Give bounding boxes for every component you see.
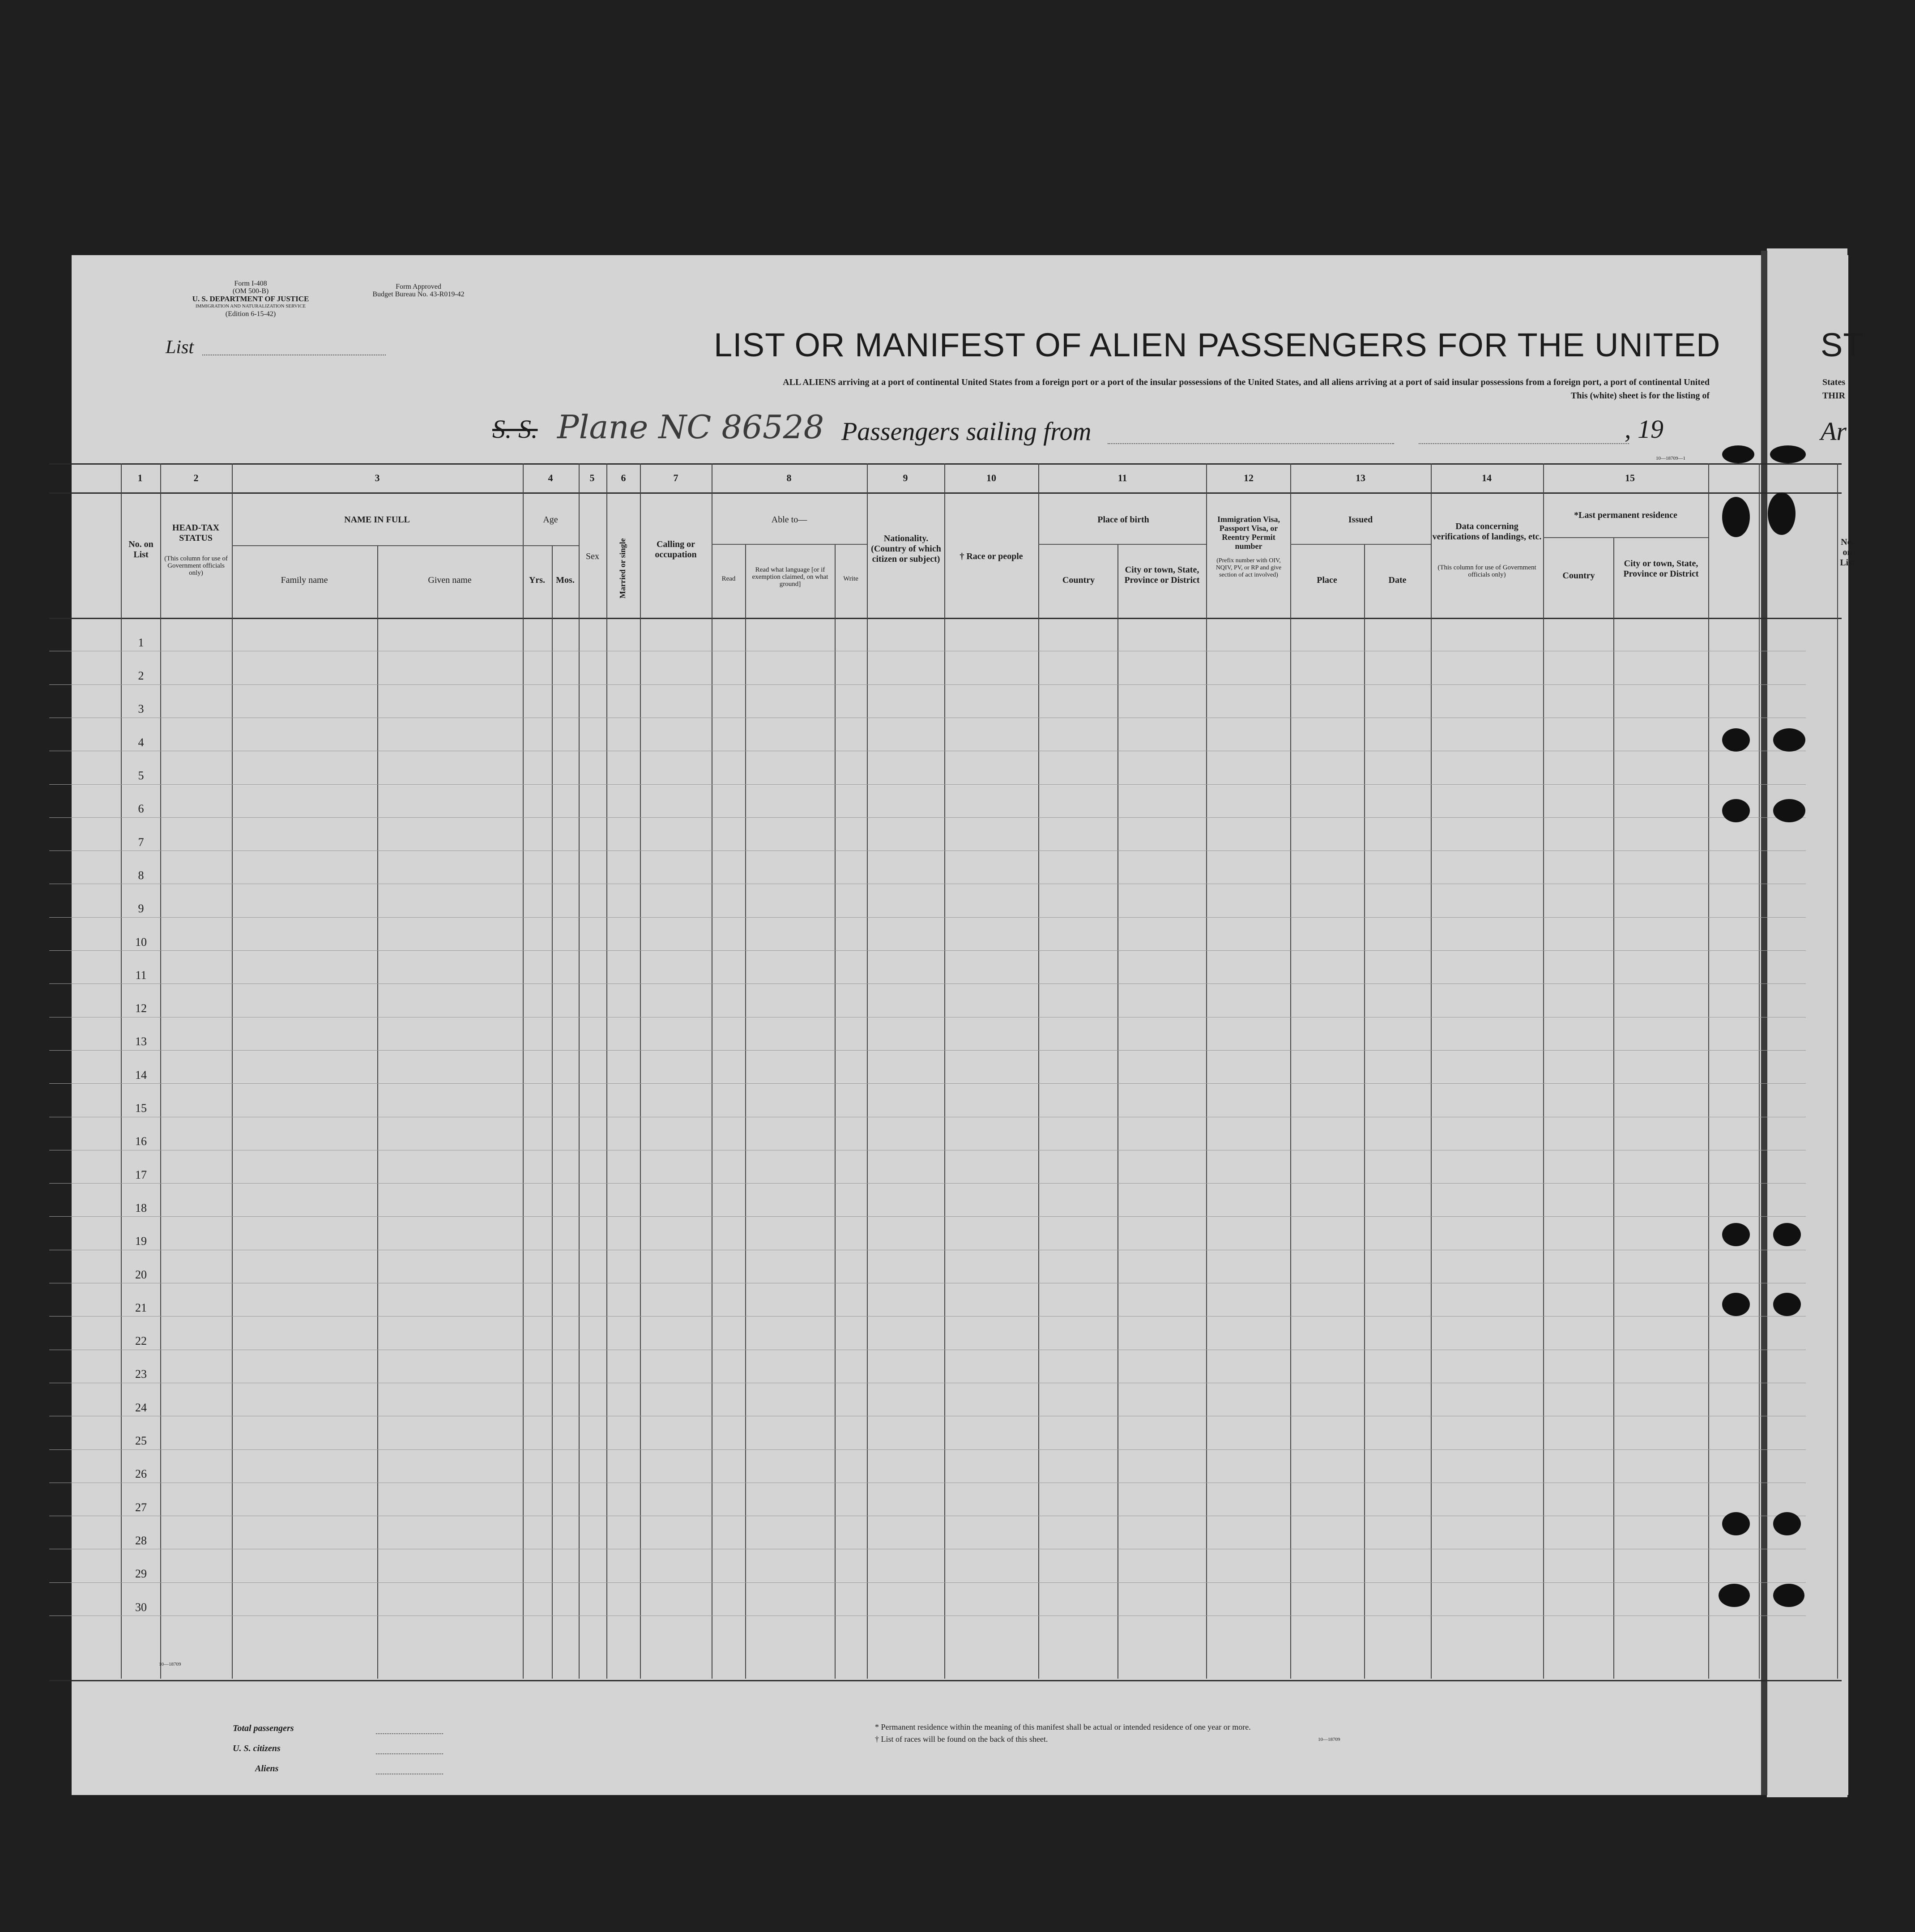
header-given-name: Given name [428,575,472,585]
us-citizens-label: U. S. citizens [233,1744,281,1753]
col-line [1290,463,1291,1679]
row-number: 2 [138,669,144,682]
row-number: 21 [135,1301,147,1314]
punch-hole [1722,799,1750,822]
col-line [232,463,233,1679]
subheader-rule [712,544,867,545]
footnote-residence: * Permanent residence within the meaning of this manifest shall be actual or intended residence of one year or more. [875,1723,1251,1731]
row-number: 24 [135,1401,147,1414]
col-number-3: 3 [375,472,380,483]
form-number: Form I-408 [234,280,267,287]
punch-hole [1722,497,1750,537]
instructions-cut-1: States [1822,377,1846,387]
row-rule [49,1449,1806,1450]
header-family-name: Family name [281,575,328,585]
subheader-rule [523,545,579,546]
row-rule [49,917,1806,918]
col-line [1206,463,1207,1679]
col-number-7: 7 [673,472,678,483]
header-residence-country: Country [1562,571,1595,581]
manifest-table [49,463,1842,1681]
header-birth-country: Country [1062,575,1095,585]
punch-hole [1773,1512,1801,1535]
header-visa: Immigration Visa, Passport Visa, or Reentry Permit number [1217,515,1280,551]
row-rule [49,684,1806,685]
col-number-4: 4 [548,472,553,483]
header-visa-note: (Prefix number with OIV, NQIV, PV, or RP and give section of act involved) [1216,557,1282,578]
col-line [579,463,580,1679]
aliens-label: Aliens [255,1764,279,1774]
row-number: 29 [135,1567,147,1580]
col-number-5: 5 [589,472,595,483]
row-number: 23 [135,1368,147,1381]
punch-hole [1773,799,1805,822]
col-number-12: 12 [1244,472,1254,483]
punch-hole [1722,1293,1750,1316]
row-number: 27 [135,1501,147,1514]
header-head-tax: HEAD-TAX STATUS [172,523,220,543]
row-rule [49,817,1806,818]
year-prefix: , 19 [1625,415,1663,444]
col-number-13: 13 [1356,472,1365,483]
col-line [1708,463,1709,1679]
total-passengers-label: Total passengers [233,1723,294,1733]
col-line [640,463,641,1679]
row-number: 26 [135,1467,147,1480]
row-number: 9 [138,902,144,915]
print-code-right: 10—18709—1 [1656,456,1685,461]
header-issued-date: Date [1388,575,1407,585]
col-line [1431,463,1432,1679]
print-code-left: 10—18709 [159,1662,181,1667]
row-rule [49,983,1806,984]
col-line [121,463,122,1679]
row-rule [49,1050,1806,1051]
header-no-on-list: No. on List [128,539,154,560]
punch-hole [1773,1223,1801,1246]
row-number: 7 [138,836,144,849]
total-passengers-field[interactable] [376,1733,443,1734]
footnote-races: † List of races will be found on the back of this sheet. [875,1735,1048,1744]
instructions-line-2: This (white) sheet is for the listing of [1570,391,1710,401]
row-number: 11 [135,969,147,982]
subheader-rule [1290,544,1431,545]
header-head-tax-note: (This column for use of Government officials only) [164,555,228,577]
header-bottom-rule [49,618,1842,619]
row-number: 20 [135,1268,147,1281]
om-number: (OM 500-B) [232,287,269,295]
row-rule [49,1183,1806,1184]
row-number: 30 [135,1601,147,1614]
header-issued: Issued [1348,515,1373,525]
col-number-14: 14 [1482,472,1492,483]
col-line [523,463,524,1679]
arriving-cut: Ar [1821,417,1847,446]
sailing-from-label: Passengers sailing from [841,417,1092,446]
punch-hole [1768,492,1796,535]
row-number: 16 [135,1135,147,1148]
header-name-in-full: NAME IN FULL [344,515,410,525]
col-line [867,463,868,1679]
header-sex: Sex [586,551,599,561]
col-line [1364,544,1365,1679]
punch-hole [1719,1584,1750,1607]
row-number: 22 [135,1334,147,1347]
row-rule [49,784,1806,785]
col-line [377,545,378,1679]
punch-hole [1770,445,1806,463]
col-line [1117,544,1118,1679]
edition: (Edition 6-15-42) [225,310,276,318]
row-number: 25 [135,1434,147,1447]
col-number-15: 15 [1625,472,1635,483]
footer-code: 10—18709 [1318,1737,1340,1742]
header-right-cut: No. on List [1840,537,1855,568]
row-number: 28 [135,1534,147,1547]
punch-hole [1773,1293,1801,1316]
row-number: 18 [135,1201,147,1214]
col-line [1759,463,1760,1679]
row-number: 6 [138,802,144,815]
header-rule [49,492,1842,494]
header-residence-city: City or town, State, Province or District [1623,559,1699,579]
col-number-1: 1 [137,472,143,483]
col-line [552,545,553,1679]
sailing-from-field[interactable] [1108,443,1394,444]
form-id-block [157,280,345,318]
punch-hole [1773,728,1805,752]
header-years: Yrs. [529,575,546,585]
ss-label: S. S. [492,415,538,444]
instructions-cut-2: THIR [1822,391,1846,401]
col-line [745,544,746,1679]
punch-hole [1722,445,1754,463]
col-line [1613,537,1614,1679]
col-number-10: 10 [986,472,996,483]
approval-block [354,283,483,298]
row-number: 19 [135,1235,147,1248]
vessel-name-handwritten: Plane NC 86528 [557,408,824,446]
row-number: 10 [135,936,147,949]
header-read: Read [721,575,736,582]
header-verifications-note: (This column for use of Government officials only) [1437,564,1536,578]
row-number: 1 [138,636,144,649]
header-age: Age [543,515,558,525]
subheader-rule [232,545,523,546]
col-line [160,463,161,1679]
instructions-line-1: ALL ALIENS arriving at a port of continental United States from a foreign port or a port of the insular possessions of the United States, and all aliens arriving at a port of said insular possessions from a foreign port, a port of continental United [783,377,1710,387]
budget-bureau: Budget Bureau No. 43-R019-42 [372,291,465,298]
row-number: 14 [135,1069,147,1081]
page-title-cut: ST [1821,326,1864,363]
sailing-date-field[interactable] [1419,443,1629,444]
row-rule [49,1083,1806,1084]
header-married: Married or single [618,538,627,599]
header-birth-city: City or town, State, Province or District [1124,565,1200,585]
col-line [1038,463,1039,1679]
header-able-to: Able to— [771,515,807,525]
col-number-2: 2 [193,472,199,483]
row-number: 13 [135,1035,147,1048]
col-line [835,544,836,1679]
header-place-of-birth: Place of birth [1097,515,1149,525]
punch-hole [1722,1223,1750,1246]
list-label: List [166,337,194,358]
punch-hole [1773,1584,1804,1607]
row-rule [49,1582,1806,1583]
row-rule [49,1216,1806,1217]
header-calling: Calling or occupation [655,539,697,560]
col-number-9: 9 [903,472,908,483]
page-title: LIST OR MANIFEST OF ALIEN PASSENGERS FOR THE UNITED [714,326,1721,363]
row-number: 4 [138,736,144,749]
row-number: 8 [138,869,144,882]
row-number: 5 [138,769,144,782]
col-line [944,463,945,1679]
form-approved: Form Approved [396,283,441,291]
row-number: 17 [135,1168,147,1181]
col-line [1837,463,1838,1679]
row-number: 15 [135,1102,147,1115]
header-verifications: Data concerning verifications of landings, etc. [1432,521,1542,542]
row-rule [49,950,1806,951]
punch-hole [1722,1512,1750,1535]
col-number-6: 6 [621,472,626,483]
header-nationality: Nationality. (Country of which citizen or subject) [871,534,941,564]
header-months: Mos. [556,575,575,585]
header-read-language: Read what language [or if exemption claimed, on what ground] [752,566,828,588]
us-citizens-field[interactable] [376,1753,443,1754]
subheader-rule [1543,537,1708,538]
header-write: Write [843,575,858,582]
col-number-8: 8 [786,472,792,483]
service-name: IMMIGRATION AND NATURALIZATION SERVICE [195,303,306,309]
row-number: 3 [138,702,144,715]
subheader-rule [1038,544,1206,545]
col-line [606,463,607,1679]
col-number-11: 11 [1117,472,1127,483]
department-name: U. S. DEPARTMENT OF JUSTICE [192,295,309,303]
header-issued-place: Place [1317,575,1337,585]
punch-hole [1722,728,1750,752]
row-number: 12 [135,1002,147,1015]
header-last-residence: *Last permanent residence [1574,510,1677,520]
col-line [1543,463,1544,1679]
header-race: † Race or people [960,551,1023,561]
